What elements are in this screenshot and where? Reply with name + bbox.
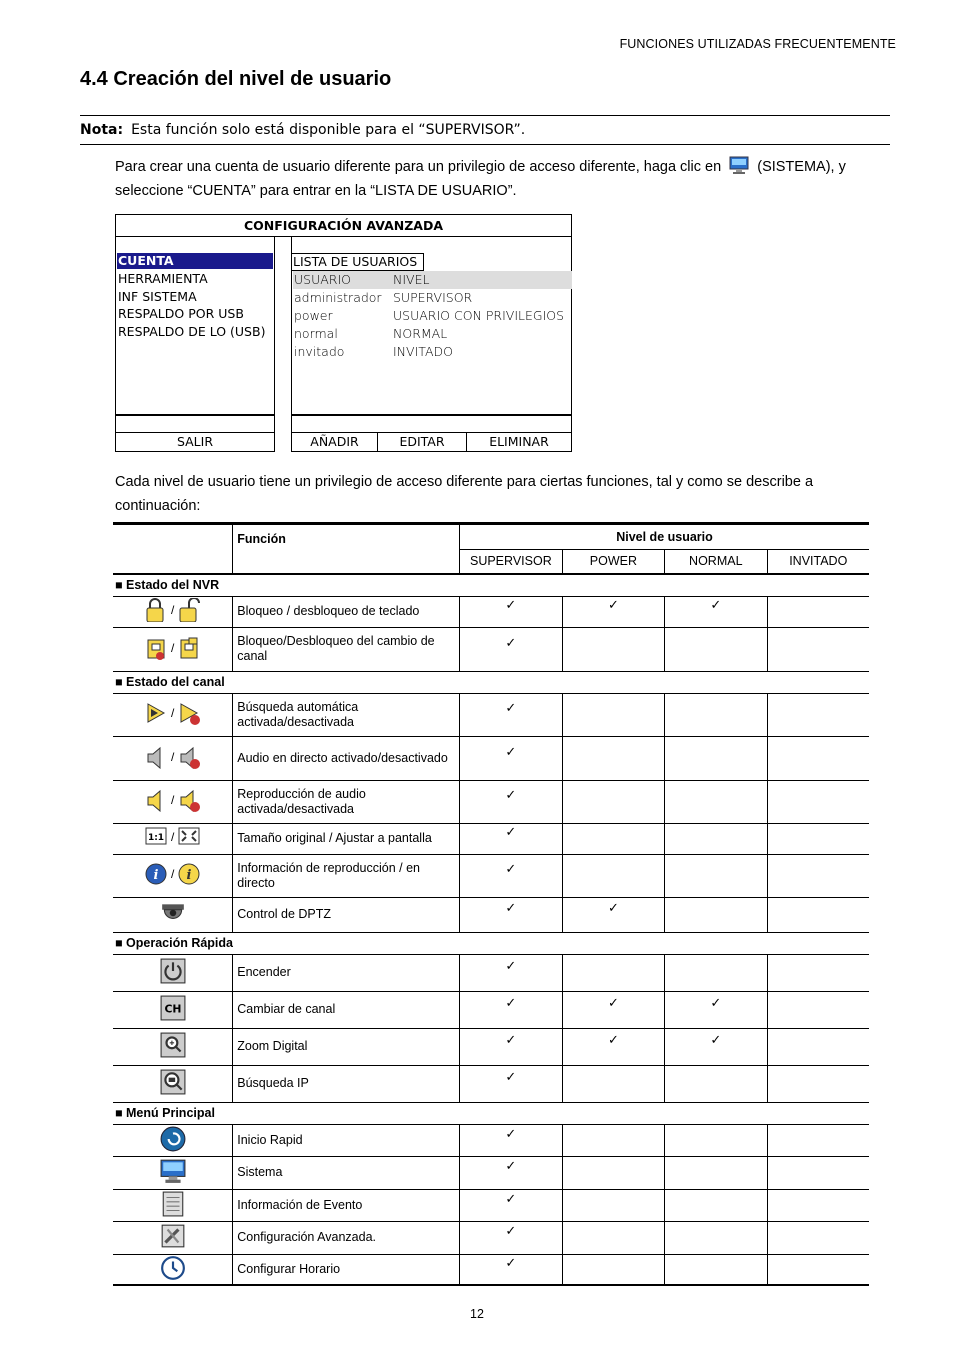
dialog-title: CONFIGURACIÓN AVANZADA [115,214,572,237]
access-cell [767,991,869,1028]
level-col-power: POWER [562,550,664,574]
delete-button[interactable]: ELIMINAR [466,432,572,452]
access-cell [665,854,767,897]
check-mark: ✓ [505,1191,517,1207]
user-name: normal [294,326,338,341]
system-monitor-icon [729,156,749,174]
ptz-dome-icon [160,900,186,926]
access-cell [562,780,664,823]
access-cell [562,596,664,627]
access-cell [459,693,562,736]
check-mark: ✓ [505,1159,517,1174]
user-list-tab[interactable]: LISTA DE USUARIOS [292,253,424,271]
icon-cell [113,1065,233,1102]
icon-cell: 1:1 / [113,823,233,854]
right-spacer [291,414,572,433]
check-mark: ✓ [505,1033,517,1048]
access-cell [562,693,664,736]
icon-header [113,524,233,574]
table-row [113,1065,869,1102]
check-mark: ✓ [505,959,517,974]
left-spacer [115,414,275,433]
section-header: ■ Estado del NVR [113,574,869,597]
check-mark: ✓ [505,1224,517,1239]
original-fit-icon [177,825,201,849]
icon-cell [113,897,233,932]
info-icon [144,862,168,886]
check-mark: ✓ [607,996,619,1011]
channel-lock-icon [177,636,201,660]
function-label: Búsqueda IP [233,1065,460,1102]
table-row [113,897,869,932]
icon-cell [113,1124,233,1156]
access-cell [562,1028,664,1065]
svg-text:i: i [153,868,159,883]
access-cell [665,780,767,823]
level-col-invitado: INVITADO [767,550,869,574]
privilege-table [113,522,869,1286]
live-audio-icon [177,745,201,769]
edit-button[interactable]: EDITAR [377,432,467,452]
check-mark: ✓ [505,1126,517,1142]
table-row [113,1189,869,1221]
function-label: Información de Evento [233,1189,460,1221]
table-row [113,854,869,897]
access-cell [665,1156,767,1189]
user-list-panel [291,236,572,416]
user-level: USUARIO CON PRIVILEGIOS [393,308,565,323]
access-cell [767,780,869,823]
check-mark: ✓ [710,996,722,1011]
check-mark: ✓ [607,598,619,613]
user-row[interactable] [293,307,572,325]
icon-cell [113,1254,233,1285]
access-cell [767,954,869,991]
intro-paragraph [115,155,895,203]
function-label: Bloqueo / desbloqueo de teclado [233,596,460,627]
access-cell [665,823,767,854]
icon-cell: / [113,693,233,736]
function-label: Audio en directo activado/desactivado [233,736,460,780]
menu-item-cuenta[interactable]: CUENTA [117,253,273,269]
access-cell [562,991,664,1028]
access-cell [562,897,664,932]
note-box [80,115,890,145]
access-cell [767,693,869,736]
icon-cell [113,1156,233,1189]
access-cell [459,1254,562,1285]
access-cell [459,1065,562,1102]
access-cell [767,1254,869,1285]
function-label: Control de DPTZ [233,897,460,932]
access-cell [665,627,767,671]
power-icon [160,958,186,984]
user-row[interactable] [293,343,572,361]
check-mark: ✓ [505,744,517,760]
access-cell [767,897,869,932]
svg-text:CH: CH [164,1002,182,1016]
access-cell [767,1221,869,1254]
access-cell [665,1221,767,1254]
menu-item-respaldo-log-usb[interactable]: RESPALDO DE LO (USB) [118,324,266,339]
info-icon [177,862,201,886]
function-label: Información de reproducción / en directo [233,854,460,897]
access-cell [562,736,664,780]
access-cell [459,627,562,671]
access-cell [459,1189,562,1221]
function-header: Función [233,524,460,574]
check-mark: ✓ [607,901,619,916]
table-row [113,736,869,780]
icon-cell: / [113,627,233,671]
live-audio-icon [144,745,168,769]
access-cell [767,823,869,854]
access-cell [665,693,767,736]
note-label: Nota: [80,122,124,138]
lock-unlock-icon [144,598,168,622]
levels-paragraph: Cada nivel de usuario tiene un privilegio de acceso diferente para ciertas funciones, tal y como se describe a continuación: [115,474,814,514]
access-cell [459,1028,562,1065]
playback-audio-icon [144,788,168,812]
user-level: NORMAL [393,326,448,341]
check-mark: ✓ [710,598,722,613]
level-col-normal: NORMAL [665,550,767,574]
icon-cell [113,1221,233,1254]
user-name: power [294,308,333,323]
original-fit-icon [144,825,168,849]
access-cell [665,1065,767,1102]
table-row [113,954,869,991]
event-info-icon [160,1191,186,1217]
channel-icon [160,995,186,1021]
level-col-supervisor: SUPERVISOR [459,550,562,574]
function-label: Configuración Avanzada. [233,1221,460,1254]
table-row [113,1221,869,1254]
auto-seq-icon [177,701,201,725]
icon-cell [113,991,233,1028]
exit-button[interactable]: SALIR [115,432,275,452]
access-cell [562,627,664,671]
access-cell [767,1065,869,1102]
col-usuario: USUARIO [294,272,351,287]
icon-cell [113,1028,233,1065]
access-cell [767,854,869,897]
access-cell [459,1124,562,1156]
access-cell [459,780,562,823]
check-mark: ✓ [505,788,517,803]
access-cell [562,1124,664,1156]
menu-item-respaldo-usb[interactable]: RESPALDO POR USB [118,306,244,321]
user-list-header [293,271,572,289]
access-cell [562,954,664,991]
col-nivel: NIVEL [393,272,430,287]
check-mark: ✓ [710,1033,722,1048]
access-cell [459,1156,562,1189]
access-cell [665,1254,767,1285]
access-cell [562,1156,664,1189]
table-row [113,780,869,823]
user-row[interactable] [293,289,572,307]
table-row [113,627,869,671]
access-cell [767,1189,869,1221]
access-cell [665,991,767,1028]
level-header: Nivel de usuario [459,524,869,550]
function-label: Encender [233,954,460,991]
lock-unlock-icon [177,598,201,622]
dialog-menu-panel [115,236,275,416]
add-button[interactable]: AÑADIR [291,432,378,452]
table-row [113,596,869,627]
access-cell [767,596,869,627]
table-row [113,991,869,1028]
icon-cell [113,954,233,991]
access-cell [562,1065,664,1102]
check-mark: ✓ [505,862,517,877]
section-header: ■ Estado del canal [113,671,869,693]
access-cell [459,736,562,780]
advanced-config-icon [160,1223,186,1249]
icon-cell: / [113,596,233,627]
access-cell [459,854,562,897]
check-mark: ✓ [505,1255,517,1271]
check-mark: ✓ [505,1070,517,1085]
access-cell [562,1221,664,1254]
check-mark: ✓ [505,635,517,651]
section-header: ■ Operación Rápida [113,932,869,954]
menu-item-herramienta[interactable]: HERRAMIENTA [118,271,208,286]
function-label: Bloqueo/Desbloqueo del cambio de canal [233,627,460,671]
access-cell [459,991,562,1028]
access-cell [665,1028,767,1065]
access-cell [767,1028,869,1065]
system-icon [160,1158,186,1184]
access-cell [767,627,869,671]
check-mark: ✓ [607,1033,619,1048]
access-cell [665,897,767,932]
note-text: Esta función solo está disponible para el “SUPERVISOR”. [131,122,526,138]
access-cell [665,596,767,627]
function-label: Tamaño original / Ajustar a pantalla [233,823,460,854]
access-cell [665,736,767,780]
table-row [113,823,869,854]
function-label: Inicio Rapid [233,1124,460,1156]
access-cell [562,1189,664,1221]
playback-audio-icon [177,788,201,812]
table-row [113,1124,869,1156]
zoom-icon [160,1032,186,1058]
access-cell [459,897,562,932]
function-label: Reproducción de audio activada/desactivada [233,780,460,823]
access-cell [562,823,664,854]
icon-cell: / [113,780,233,823]
function-label: Configurar Horario [233,1254,460,1285]
table-row [113,1028,869,1065]
access-cell [459,954,562,991]
user-row[interactable] [293,325,572,343]
table-row [113,1254,869,1285]
access-cell [459,1221,562,1254]
auto-seq-icon [144,701,168,725]
access-cell [562,1254,664,1285]
access-cell [459,823,562,854]
access-cell [459,596,562,627]
icon-cell [113,1189,233,1221]
quick-start-icon [160,1126,186,1152]
section-header: ■ Menú Principal [113,1102,869,1124]
table-row [113,693,869,736]
table-row [113,1156,869,1189]
check-mark: ✓ [505,825,517,840]
check-mark: ✓ [505,996,517,1011]
user-name: administrador [294,290,382,305]
user-name: invitado [294,344,345,359]
access-cell [767,1156,869,1189]
function-label: Zoom Digital [233,1028,460,1065]
function-label: Sistema [233,1156,460,1189]
check-mark: ✓ [505,598,517,613]
function-label: Cambiar de canal [233,991,460,1028]
access-cell [665,1124,767,1156]
intro-before: Para crear una cuenta de usuario diferente para un privilegio de acceso diferente, haga clic en [115,159,722,175]
access-cell [767,736,869,780]
function-label: Búsqueda automática activada/desactivada [233,693,460,736]
check-mark: ✓ [505,701,517,716]
icon-cell: i / i [113,854,233,897]
access-cell [767,1124,869,1156]
user-level: SUPERVISOR [393,290,473,305]
access-cell [562,854,664,897]
page-number: 12 [470,1307,484,1321]
svg-text:1:1: 1:1 [147,833,165,843]
access-cell [665,954,767,991]
access-cell [665,1189,767,1221]
svg-text:i: i [186,868,192,883]
menu-item-inf-sistema[interactable]: INF SISTEMA [118,289,197,304]
check-mark: ✓ [505,901,517,916]
section-title: 4.4 Creación del nivel de usuario [80,68,392,90]
ip-search-icon [160,1069,186,1095]
icon-cell: / [113,736,233,780]
schedule-icon [160,1255,186,1281]
intro-after: (SISTEMA), y seleccione “CUENTA” para entrar en la “LISTA DE USUARIO”. [115,159,846,199]
running-header: FUNCIONES UTILIZADAS FRECUENTEMENTE [619,37,896,51]
advanced-config-dialog [115,214,572,452]
user-level: INVITADO [393,344,453,359]
channel-lock-icon [144,636,168,660]
